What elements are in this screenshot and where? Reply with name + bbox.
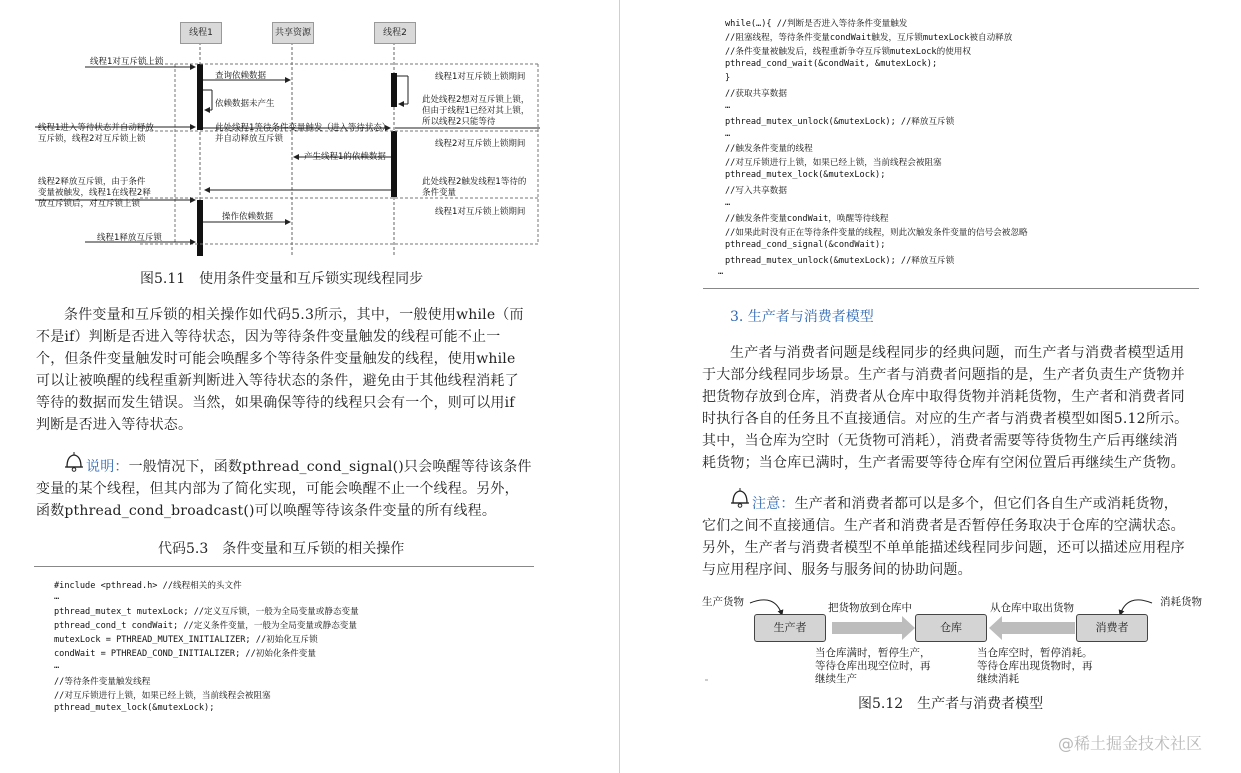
diag-center-label: 产生线程1的依赖数据 (304, 152, 386, 162)
code-line: condWait = PTHREAD_COND_INITIALIZER; //初始化条件变量 (54, 649, 316, 659)
section-title: 3. 生产者与消费者模型 (730, 309, 874, 325)
diag-right-label: 线程1对互斥锁上锁期间 (435, 207, 526, 217)
warehouse-box: 仓库 (915, 614, 987, 642)
paragraph-line: 于大部分线程同步场景。生产者与消费者问题指的是，生产者负责生产货物并 (702, 367, 1185, 383)
diag-right-label: 条件变量 (422, 188, 457, 198)
code-line: while(…){ //判断是否进入等待条件变量触发 (725, 19, 908, 29)
code-line: #include <pthread.h> //线程相关的头文件 (54, 581, 242, 591)
code-line: //条件变量被触发后，线程重新争夺互斥锁mutexLock的使用权 (725, 47, 971, 57)
empty-note: 继续消耗 (977, 673, 1019, 685)
paragraph-line: 不是if）判断是否进入等待状态，因为等待条件变量触发的线程可能不止一 (36, 329, 501, 345)
take-label: 从仓库中取出货物 (990, 602, 1074, 614)
code-line: //写入共享数据 (725, 186, 787, 196)
note-line: 另外，生产者与消费者模型不单单能描述线程同步问题，还可以描述应用程序 (702, 540, 1185, 556)
code-line: //触发条件变量的线程 (725, 144, 813, 154)
diag-left-label: 放互斥锁后，对互斥锁上锁 (38, 199, 141, 209)
code-caption-5-3: 代码5.3 条件变量和互斥锁的相关操作 (158, 541, 405, 557)
diag-center-label: 此处线程1等待条件变量触发（进入等待状态） (215, 123, 391, 133)
code-line: pthread_mutex_lock(&mutexLock); (725, 170, 886, 180)
diag-left-label: 线程1进入等待状态并自动释放 (38, 123, 154, 133)
code-line: //等待条件变量触发线程 (54, 677, 151, 687)
code-line: //对互斥锁进行上锁，如果已经上锁，当前线程会被阻塞 (54, 691, 271, 701)
diag-left-label: 互斥锁，线程2对互斥锁上锁 (38, 134, 146, 144)
code-line: mutexLock = PTHREAD_MUTEX_INITIALIZER; //初始化互斥锁 (54, 635, 318, 645)
full-note: 等待仓库出现空位时，再 (815, 660, 931, 672)
code-line: … (718, 267, 724, 277)
code-line: … (725, 101, 731, 111)
paragraph-line: 可以让被唤醒的线程重新判断进入等待状态的条件，避免由于其他线程消耗了 (36, 373, 519, 389)
diag-center-label: 并自动释放互斥锁 (215, 134, 284, 144)
diag-right-label: 此处线程2触发线程1等待的 (422, 177, 527, 187)
diag-center-label: 操作依赖数据 (222, 212, 274, 222)
consume-goods-label: 消耗货物 (1160, 596, 1202, 608)
diag-center-label: 依赖数据未产生 (215, 99, 275, 109)
diag-center-label: 查询依赖数据 (215, 71, 267, 81)
code-line: //如果此时没有正在等待条件变量的线程，则此次触发条件变量的信号会被忽略 (725, 228, 1028, 238)
paragraph-line: 判断是否进入等待状态。 (36, 417, 193, 433)
code-line: pthread_cond_wait(&condWait, &mutexLock); (725, 59, 938, 69)
code-line: //获取共享数据 (725, 89, 787, 99)
diag-right-label: 此处线程2想对互斥锁上锁， (422, 95, 530, 105)
code-line: } (725, 73, 731, 83)
diag-right-label: 但由于线程1已经对其上锁， (422, 106, 530, 116)
diag-left-label: 变量被触发，线程1在线程2释 (38, 188, 151, 198)
paragraph-line: 其中，当仓库为空时（无货物可消耗），消费者需要等待货物生产后再继续消 (702, 433, 1178, 449)
note-line: 与应用程序间、服务与服务间的协助问题。 (702, 562, 972, 578)
code-line: //阻塞线程，等待条件变量condWait触发，互斥锁mutexLock被自动释放 (725, 33, 1013, 43)
paragraph-line: 条件变量和互斥锁的相关操作如代码5.3所示，其中，一般使用while（而 (64, 307, 524, 323)
full-note: 当仓库满时，暂停生产， (815, 647, 931, 659)
note-label: 注意： (752, 496, 795, 512)
code-line: pthread_mutex_unlock(&mutexLock); //释放互斥锁 (725, 256, 955, 266)
paragraph-line: 生产者与消费者问题是线程同步的经典问题，而生产者与消费者模型适用 (730, 345, 1185, 361)
diag-left-label: 线程1释放互斥锁 (97, 233, 162, 243)
full-note: 继续生产 (815, 673, 857, 685)
diag-right-label: 线程1对互斥锁上锁期间 (435, 72, 526, 82)
diag-left-label: 线程2释放互斥锁，由于条件 (38, 177, 146, 187)
diag-right-label: 所以线程2只能等待 (422, 117, 496, 127)
code-line: pthread_mutex_lock(&mutexLock); (54, 703, 215, 713)
divider (34, 566, 534, 567)
code-line: //对互斥锁进行上锁，如果已经上锁，当前线程会被阻塞 (725, 158, 942, 168)
code-line: pthread_mutex_t mutexLock; //定义互斥锁，一般为全局变量或静态变量 (54, 607, 359, 617)
note-label: 说明： (86, 459, 129, 475)
note-line: 生产者和消费者都可以是多个，但它们各自生产或消耗货物， (794, 496, 1179, 512)
watermark: @稀土掘金技术社区 (1058, 734, 1203, 753)
note-line: 变量的某个线程，但其内部为了简化实现，可能会唤醒不止一个线程。另外， (36, 481, 519, 497)
code-line: pthread_mutex_unlock(&mutexLock); //释放互斥锁 (725, 117, 955, 127)
figure-caption-5-12: 图5.12 生产者与消费者模型 (858, 696, 1044, 712)
paragraph-line: 个，但条件变量触发时可能会唤醒多个等待条件变量触发的线程，使用while (36, 351, 516, 367)
code-line: … (725, 198, 731, 208)
lane-shared-resource: 共享资源 (272, 22, 314, 44)
put-label: 把货物放到仓库中 (828, 602, 912, 614)
produce-goods-label: 生产货物 (702, 596, 744, 608)
note-line: 函数pthread_cond_broadcast()可以唤醒等待该条件变量的所有线程。 (36, 503, 497, 519)
paragraph-line: 等待的数据而发生错误。当然，如果确保等待的线程只会有一个，则可以用if (36, 395, 515, 411)
paragraph-line: 时执行各自的任务且不直接通信。对应的生产者与消费者模型如图5.12所示。 (702, 411, 1189, 427)
lane-thread1: 线程1 (180, 22, 222, 44)
code-line: … (54, 661, 60, 671)
note-line: 一般情况下，函数pthread_cond_signal()只会唤醒等待该条件 (128, 459, 532, 475)
code-line: … (54, 592, 60, 602)
paragraph-line: 耗货物；当仓库已满时，生产者需要等待仓库有空闲位置后再继续生产货物。 (702, 455, 1185, 471)
code-line: pthread_cond_t condWait; //定义条件变量，一般为全局变量或静态变量 (54, 621, 357, 631)
code-line: … (725, 129, 731, 139)
consumer-box: 消费者 (1076, 614, 1148, 642)
empty-note: 等待仓库出现货物时，再 (977, 660, 1093, 672)
code-line: //触发条件变量condWait，唤醒等待线程 (725, 214, 889, 224)
divider (703, 288, 1199, 289)
diag-left-label: 线程1对互斥锁上锁 (90, 57, 164, 67)
lane-thread2: 线程2 (374, 22, 416, 44)
bell-icon (62, 450, 86, 472)
empty-note: 当仓库空时，暂停消耗。 (977, 647, 1093, 659)
producer-box: 生产者 (754, 614, 826, 642)
paragraph-line: 把货物存放到仓库，消费者从仓库中取得货物并消耗货物，生产者和消费者同 (702, 389, 1185, 405)
page-divider (619, 0, 620, 773)
code-line: pthread_cond_signal(&condWait); (725, 240, 886, 250)
figure-caption-5-11: 图5.11 使用条件变量和互斥锁实现线程同步 (140, 271, 424, 287)
diag-right-label: 线程2对互斥锁上锁期间 (435, 139, 526, 149)
bell-icon (728, 486, 752, 508)
note-line: 它们之间不直接通信。生产者和消费者是否暂停任务取决于仓库的空满状态。 (702, 518, 1185, 534)
